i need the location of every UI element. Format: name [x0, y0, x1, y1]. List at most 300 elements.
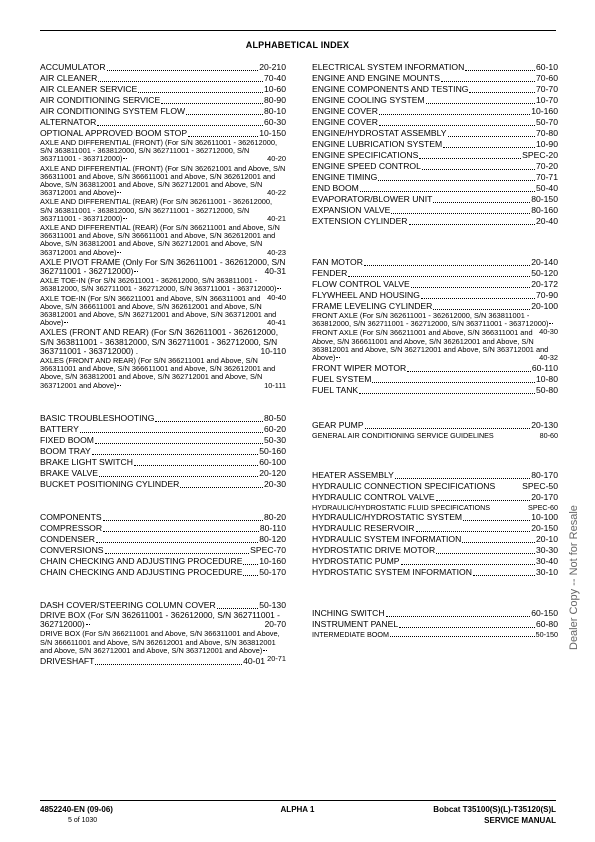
entry-title: AXLE PIVOT FRAME (Only For S/N 362611001 - 362612000, S/N 362711001 - 362712000) — [40, 256, 286, 277]
index-entry[interactable] — [40, 611, 286, 629]
entry-title: EXTENSION CYLINDER — [312, 216, 408, 226]
index-entry[interactable] — [312, 470, 558, 481]
entry-page: 10-60 — [264, 84, 286, 94]
page-counter: 5 of 1030 — [68, 817, 98, 824]
entry-page: 20-30 — [264, 478, 286, 489]
index-entry[interactable] — [40, 479, 286, 490]
entry-page: 10-80 — [536, 374, 558, 385]
dot-leader — [336, 357, 340, 358]
index-entry[interactable] — [312, 216, 558, 227]
index-entry[interactable] — [40, 276, 286, 302]
entry-title: ENGINE COMPONENTS AND TESTING — [312, 84, 469, 94]
dot-leader — [390, 636, 535, 637]
dot-leader — [123, 158, 127, 159]
index-entry[interactable] — [40, 224, 286, 257]
dot-leader — [180, 487, 263, 488]
entry-page: 50-70 — [536, 117, 558, 127]
entry-title: AXLES (FRONT AND REAR) (For S/N 366211001 and Above, S/N 366311001 and Above, S/N 366611001 and Above, S/N 362612001 and Above, S/N 363812001 and Above, S/N 362712001 and Above, S/N 363712001 and Above) — [40, 356, 276, 390]
entry-title: AXLE AND DIFFERENTIAL (REAR) (For S/N 362611001 - 362612000, S/N 363811001 - 363812000, S/N 362711001 - 362712000, S/N 363711001 - 363712000) — [40, 197, 273, 223]
entry-page: SPEC-60 — [528, 503, 558, 513]
index-entry[interactable] — [312, 512, 558, 523]
index-entry[interactable] — [40, 457, 286, 468]
dot-leader — [399, 627, 535, 628]
index-entry[interactable] — [40, 545, 286, 556]
entry-page: 50-130 — [259, 599, 286, 610]
entry-title: ENGINE COVER — [312, 117, 378, 127]
entry-page: 80-20 — [264, 511, 286, 522]
entry-title: HYDROSTATIC PUMP — [312, 556, 400, 567]
entry-title: FRAME LEVELING CYLINDER — [312, 301, 433, 311]
entry-page: 50-160 — [259, 445, 286, 456]
section-gap — [312, 227, 558, 257]
entry-title: BATTERY — [40, 423, 79, 434]
entry-page: 60-10 — [536, 62, 558, 72]
entry-title: HYDRAULIC/HYDROSTATIC FLUID SPECIFICATIONS — [312, 503, 491, 513]
index-entry[interactable] — [312, 503, 558, 512]
dot-leader — [86, 624, 90, 625]
dot-leader — [155, 421, 263, 422]
index-entry[interactable] — [40, 534, 286, 545]
dot-leader — [243, 564, 258, 565]
bottom-rule — [40, 800, 556, 801]
entry-page: 70-71 — [536, 172, 558, 182]
entry-title: GENERAL AIR CONDITIONING SERVICE GUIDELINES — [312, 431, 494, 441]
entry-title: AIR CLEANER — [40, 73, 98, 83]
entry-title: OPTIONAL APPROVED BOOM STOP — [40, 128, 188, 138]
entry-page: 80-170 — [531, 470, 558, 481]
section-gap — [40, 578, 286, 600]
dot-leader — [360, 191, 535, 192]
index-entry[interactable] — [312, 257, 558, 268]
index-entry[interactable] — [312, 481, 558, 492]
entry-title: HYDRAULIC/HYDROSTATIC SYSTEM — [312, 512, 463, 523]
index-entry[interactable] — [312, 106, 558, 117]
section-gap — [40, 490, 286, 512]
dot-leader — [96, 542, 258, 543]
index-entry[interactable] — [312, 311, 558, 337]
entry-page: 20-150 — [531, 523, 558, 534]
entry-page: 40-21 — [267, 213, 286, 223]
section-gap — [312, 396, 558, 420]
index-entry[interactable] — [40, 106, 286, 117]
entry-title: AIR CONDITIONING SERVICE — [40, 95, 161, 105]
entry-title: ENGINE TIMING — [312, 172, 378, 182]
index-entry[interactable] — [40, 95, 286, 106]
dot-leader — [386, 616, 531, 617]
entry-page: 70-60 — [536, 73, 558, 83]
dot-leader — [365, 428, 531, 429]
index-entry[interactable] — [40, 117, 286, 128]
entry-page: 50-150 — [535, 630, 558, 640]
dot-leader — [391, 213, 530, 214]
entry-page: 30-40 — [536, 556, 558, 567]
entry-title: BASIC TROUBLESHOOTING — [40, 412, 155, 423]
dot-leader — [107, 70, 259, 71]
entry-page: 50-120 — [531, 268, 558, 278]
entry-page: 40-20 — [267, 154, 286, 164]
entry-page: 60-150 — [531, 608, 558, 619]
index-entry[interactable] — [312, 431, 558, 440]
dot-leader — [419, 158, 521, 159]
dot-leader — [123, 218, 127, 219]
entry-title: HYDROSTATIC SYSTEM INFORMATION — [312, 567, 472, 578]
entry-title: INSTRUMENT PANEL — [312, 619, 399, 630]
index-entry[interactable] — [312, 128, 558, 139]
index-entry[interactable] — [312, 329, 558, 362]
dot-leader — [436, 553, 535, 554]
entry-title: INCHING SWITCH — [312, 608, 385, 619]
entry-page: 80-60 — [539, 431, 558, 441]
entry-title: BOOM TRAY — [40, 445, 91, 456]
index-entry[interactable] — [40, 258, 286, 276]
index-entry[interactable] — [312, 183, 558, 194]
entry-page: 10-160 — [531, 106, 558, 116]
dot-leader — [407, 371, 531, 372]
dot-leader — [436, 500, 531, 501]
entry-page: 60-80 — [536, 619, 558, 630]
entry-title: FLYWHEEL AND HOUSING — [312, 290, 420, 300]
index-entry[interactable] — [40, 328, 286, 356]
index-entry[interactable] — [40, 424, 286, 435]
index-entry[interactable] — [312, 556, 558, 567]
index-entry[interactable] — [40, 556, 286, 567]
index-entry[interactable] — [312, 534, 558, 545]
entry-page: 40-23 — [267, 247, 286, 257]
dot-leader — [117, 192, 121, 193]
entry-title: EXPANSION VALVE — [312, 205, 391, 215]
entry-page: 70-80 — [536, 128, 558, 138]
index-column-left — [40, 62, 286, 667]
entry-title: HYDROSTATIC DRIVE MOTOR — [312, 545, 436, 556]
entry-page: 10-150 — [259, 128, 286, 138]
index-entry[interactable] — [312, 117, 558, 128]
entry-title: ELECTRICAL SYSTEM INFORMATION — [312, 62, 465, 72]
entry-page: 20-10 — [536, 534, 558, 545]
entry-title: ENGINE AND ENGINE MOUNTS — [312, 73, 440, 83]
dot-leader — [448, 136, 536, 137]
dot-leader — [401, 564, 535, 565]
entry-page: 10-70 — [536, 95, 558, 105]
dot-leader — [161, 103, 263, 104]
entry-title: ENGINE COVER — [312, 106, 378, 116]
entry-page: 20-170 — [531, 492, 558, 503]
index-entry[interactable] — [312, 523, 558, 534]
entry-title: FUEL TANK — [312, 385, 359, 396]
index-entry[interactable] — [40, 413, 286, 424]
entry-page: 20-130 — [531, 420, 558, 431]
manual-name: SERVICE MANUAL — [484, 816, 556, 825]
entry-page: 40-01 — [243, 655, 266, 666]
entry-title: ACCUMULATOR — [40, 62, 106, 72]
entry-title: AXLE TOE-IN (For S/N 366211001 and Above, S/N 366311001 and Above, S/N 366611001 and Above, S/N 362612001 and Above, S/N 363812001 and Above, S/N 362712001 and Above, S/N 363712001 and Above) — [40, 293, 277, 328]
dot-leader — [134, 271, 138, 272]
entry-title: END BOOM — [312, 183, 359, 193]
index-entry[interactable] — [312, 619, 558, 630]
dot-leader — [80, 432, 263, 433]
index-entry[interactable] — [312, 374, 558, 385]
entry-page: 40-40 — [267, 292, 286, 302]
dot-leader — [138, 92, 263, 93]
index-entry[interactable] — [312, 279, 558, 290]
index-entry[interactable] — [312, 385, 558, 396]
entry-title: AXLE TOE-IN (For S/N 362611001 - 362612000, S/N 363811001 - 363812000, S/N 362711001 - 362712000, S/N 363711001 - 363712000) — [40, 276, 277, 294]
index-entry[interactable] — [40, 357, 286, 390]
index-entry[interactable] — [312, 139, 558, 150]
index-entry[interactable] — [40, 139, 286, 164]
entry-title: FRONT AXLE (For S/N 362611001 - 362612000, S/N 363811001 - 363812000, S/N 362711001 - 362712000, S/N 363711001 - 363712000) — [312, 311, 549, 329]
index-entry[interactable] — [312, 608, 558, 619]
index-entry[interactable] — [312, 95, 558, 106]
entry-title: AXLE AND DIFFERENTIAL (REAR) (For S/N 366211001 and Above, S/N 366311001 and Above, S/N 366611001 and Above, S/N 362612001 and Above, S/N 363812001 and Above, S/N 362712001 and Above, S/N 363712001 and Above) — [40, 223, 280, 257]
dot-leader — [422, 169, 535, 170]
entry-page: SPEC-50 — [522, 481, 558, 492]
entry-page: 50-40 — [536, 183, 558, 193]
entry-title: EVAPORATOR/BLOWER UNIT — [312, 194, 433, 204]
dot-leader — [378, 180, 535, 181]
entry-title: ENGINE LUBRICATION SYSTEM — [312, 139, 443, 149]
dot-leader — [463, 520, 530, 521]
entry-page: 50-170 — [259, 566, 286, 577]
entry-title: BRAKE LIGHT SWITCH — [40, 456, 133, 467]
dot-leader — [379, 125, 535, 126]
model-name: Bobcat T35100(S)(L)-T35120(S)L — [433, 805, 556, 814]
index-entry[interactable] — [312, 420, 558, 431]
entry-page: 70-20 — [536, 161, 558, 171]
index-entry[interactable] — [312, 73, 558, 84]
entry-page: 50-80 — [536, 385, 558, 396]
dot-leader — [372, 382, 535, 383]
entry-title: HEATER ASSEMBLY — [312, 470, 394, 481]
entry-title: ENGINE/HYDROSTAT ASSEMBLY — [312, 128, 447, 138]
document-number: 4852240-EN (09-06) — [40, 805, 113, 814]
dot-leader — [99, 476, 258, 477]
entry-page: 10-160 — [259, 555, 286, 566]
dot-leader — [64, 322, 68, 323]
entry-title: HYDRAULIC RESERVOIR — [312, 523, 415, 534]
entry-page: 30-10 — [536, 567, 558, 578]
entry-page: 20-140 — [531, 257, 558, 267]
entry-page: 80-110 — [259, 522, 286, 533]
dot-leader — [117, 252, 121, 253]
dot-leader — [469, 92, 535, 93]
index-entry[interactable] — [40, 523, 286, 534]
index-entry[interactable] — [40, 198, 286, 223]
entry-page: 60-100 — [259, 456, 286, 467]
entry-page: 70-70 — [536, 84, 558, 94]
dot-leader — [426, 103, 535, 104]
index-entry[interactable] — [40, 165, 286, 198]
entry-page: 20-210 — [259, 62, 286, 72]
dot-leader — [95, 664, 242, 665]
index-entry[interactable] — [312, 567, 558, 578]
entry-title: ALTERNATOR — [40, 117, 97, 127]
entry-page: 20-120 — [259, 467, 286, 478]
index-entry[interactable] — [312, 84, 558, 95]
entry-title: FLOW CONTROL VALVE — [312, 279, 410, 289]
index-entry[interactable] — [312, 363, 558, 374]
entry-title: COMPONENTS — [40, 511, 102, 522]
top-rule — [40, 30, 556, 31]
entry-title: HYDRAULIC CONNECTION SPECIFICATIONS — [312, 481, 496, 492]
entry-title: HYDRAULIC CONTROL VALVE — [312, 492, 435, 503]
dot-leader — [441, 81, 535, 82]
entry-page: 80-160 — [531, 205, 558, 215]
dot-leader — [97, 125, 263, 126]
dot-leader — [105, 553, 250, 554]
dot-leader — [134, 465, 258, 466]
dot-leader — [263, 650, 267, 651]
dot-leader — [421, 298, 535, 299]
index-entry[interactable] — [40, 435, 286, 446]
index-entry[interactable] — [40, 62, 286, 73]
entry-title: ENGINE SPEED CONTROL — [312, 161, 421, 171]
entry-page: SPEC-20 — [522, 150, 558, 160]
entry-page: 20-40 — [536, 216, 558, 226]
entry-title: AXLES (FRONT AND REAR) (For S/N 362611001 - 362612000, S/N 363811001 - 363812000, S/N 362711001 - 362712000, S/N 363711001 - 363712000) . — [40, 327, 279, 356]
index-entry[interactable] — [40, 292, 286, 328]
entry-page: 30-30 — [536, 545, 558, 556]
index-entry[interactable] — [40, 73, 286, 84]
entry-page: 20-71 — [267, 653, 286, 663]
dot-leader — [103, 531, 259, 532]
index-entry[interactable] — [312, 545, 558, 556]
index-entry[interactable] — [40, 84, 286, 95]
dot-leader — [95, 443, 263, 444]
entry-page: 10-111 — [264, 380, 286, 390]
entry-title: CHAIN CHECKING AND ADJUSTING PROCEDURE — [40, 555, 243, 566]
dot-leader — [409, 224, 536, 225]
entry-title: CONDENSER — [40, 533, 95, 544]
dot-leader — [462, 542, 535, 543]
entry-title: AIR CONDITIONING SYSTEM FLOW — [40, 106, 186, 116]
section-gap — [312, 440, 558, 470]
entry-page: 80-50 — [264, 412, 286, 423]
index-entry[interactable] — [40, 468, 286, 479]
entry-page: 80-120 — [259, 533, 286, 544]
entry-title: BRAKE VALVE — [40, 467, 98, 478]
entry-page: 40-41 — [267, 318, 286, 328]
entry-title: FRONT WIPER MOTOR — [312, 363, 407, 374]
dot-leader — [186, 114, 263, 115]
entry-page: 40-22 — [267, 188, 286, 198]
entry-page: SPEC-70 — [250, 544, 286, 555]
entry-page: 10-90 — [536, 139, 558, 149]
index-column-right — [312, 62, 558, 639]
entry-page: 50-30 — [264, 434, 286, 445]
index-entry[interactable] — [312, 290, 558, 301]
dot-leader — [364, 265, 530, 266]
entry-page: 40-31 — [264, 266, 286, 277]
entry-page: 20-100 — [531, 301, 558, 311]
entry-title: CONVERSIONS — [40, 544, 104, 555]
entry-title: DRIVESHAFT — [40, 655, 95, 666]
entry-page: 70-90 — [536, 290, 558, 300]
dot-leader — [188, 136, 258, 137]
index-entry[interactable] — [312, 630, 558, 639]
entry-page: 80-90 — [264, 95, 286, 105]
dot-leader — [433, 202, 530, 203]
entry-title: FAN MOTOR — [312, 257, 363, 267]
dot-leader — [443, 147, 535, 148]
dot-leader — [433, 309, 530, 310]
section-gap — [312, 578, 558, 608]
entry-title: COMPRESSOR — [40, 522, 103, 533]
dot-leader — [217, 608, 259, 609]
dot-leader — [243, 575, 258, 576]
entry-page: 80-150 — [531, 194, 558, 204]
index-entry[interactable] — [40, 656, 265, 667]
entry-page: 60-20 — [264, 423, 286, 434]
entry-title: AXLE AND DIFFERENTIAL (FRONT) (For S/N 362611001 - 362612000, S/N 363811001 - 363812000, S/N 362711001 - 362712000, S/N 363711001 - 363712000) — [40, 138, 278, 164]
entry-title: FIXED BOOM — [40, 434, 94, 445]
index-entry[interactable] — [40, 567, 286, 578]
index-entry[interactable] — [312, 194, 558, 205]
entry-title: FENDER — [312, 268, 348, 278]
index-entry[interactable] — [312, 492, 558, 503]
entry-title: FRONT AXLE (For S/N 366211001 and Above, S/N 366311001 and Above, S/N 366611001 and Above, S/N 362612001 and Above, S/N 363812001 and Above, S/N 362712001 and Above, S/N 363712001 and Above) — [312, 328, 549, 363]
index-entry[interactable] — [312, 161, 558, 172]
dot-leader — [117, 385, 121, 386]
entry-title: HYDRAULIC SYSTEM INFORMATION — [312, 534, 462, 545]
entry-title: DASH COVER/STEERING COLUMN COVER — [40, 599, 216, 610]
dot-leader — [411, 287, 531, 288]
dot-leader — [549, 323, 553, 324]
dot-leader — [416, 531, 531, 532]
entry-title: AIR CLEANER SERVICE — [40, 84, 138, 94]
index-entry[interactable] — [312, 205, 558, 216]
entry-title: ENGINE COOLING SYSTEM — [312, 95, 425, 105]
index-entry[interactable] — [40, 512, 286, 523]
dot-leader — [395, 478, 530, 479]
entry-title: ENGINE SPECIFICATIONS — [312, 150, 419, 160]
entry-page: 80-10 — [264, 106, 286, 116]
entry-page: 40-32 — [539, 353, 558, 363]
entry-page: 70-40 — [264, 73, 286, 83]
entry-page: 10-110 — [260, 345, 286, 356]
dot-leader — [359, 393, 535, 394]
index-entry[interactable] — [312, 172, 558, 183]
entry-title: INTERMEDIATE BOOM — [312, 630, 389, 640]
dot-leader — [379, 114, 530, 115]
entry-page: 20-172 — [531, 279, 558, 289]
entry-page: 20-70 — [264, 619, 286, 630]
entry-title: DRIVE BOX (For S/N 362611001 - 362612000, S/N 362711001 - 362712000) — [40, 609, 280, 630]
dot-leader — [103, 520, 263, 521]
index-entry[interactable] — [312, 268, 558, 279]
dot-leader — [473, 575, 535, 576]
entry-title: DRIVE BOX (For S/N 366211001 and Above, S/N 366311001 and Above, S/N 366611001 and Above, S/N 362612001 and Above, S/N 363812001 and Above, S/N 362712001 and Above, S/N 363712001 and Above) — [40, 629, 280, 655]
index-entry[interactable] — [40, 446, 286, 457]
dot-leader — [348, 276, 530, 277]
entry-title: FUEL SYSTEM — [312, 374, 372, 385]
page-title: ALPHABETICAL INDEX — [245, 40, 350, 50]
section-label: ALPHA 1 — [280, 805, 315, 814]
entry-title: CHAIN CHECKING AND ADJUSTING PROCEDURE — [40, 566, 243, 577]
index-entry[interactable] — [312, 150, 558, 161]
dot-leader — [92, 454, 258, 455]
entry-page: 60-110 — [531, 363, 558, 374]
dot-leader — [465, 70, 535, 71]
dot-leader — [98, 81, 263, 82]
entry-page: 40-30 — [539, 327, 558, 337]
index-entry[interactable] — [312, 62, 558, 73]
section-gap — [40, 391, 286, 413]
entry-page: 10-100 — [531, 512, 558, 523]
entry-title: BUCKET POSITIONING CYLINDER — [40, 478, 180, 489]
entry-title: AXLE AND DIFFERENTIAL (FRONT) (For S/N 362621001 and Above, S/N 366311001 and Above, S/N 366611001 and Above, S/N 362612001 and Above, S/N 363812001 and Above, S/N 362712001 and Above, S/N 363712001 and Above) — [40, 163, 286, 198]
entry-page: 60-30 — [264, 117, 286, 127]
entry-title: GEAR PUMP — [312, 420, 364, 431]
